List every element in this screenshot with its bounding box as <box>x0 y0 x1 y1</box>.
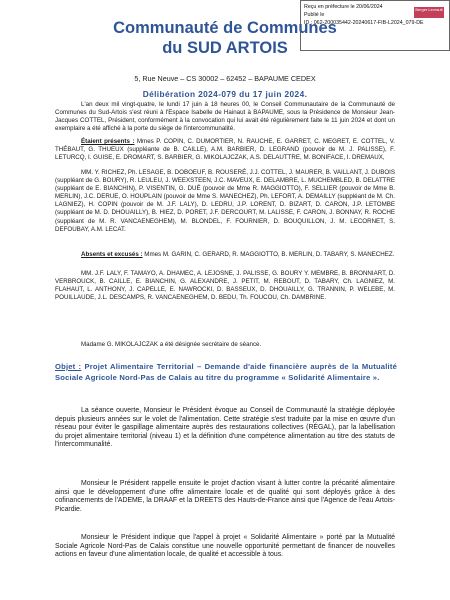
present-text: Mmes P. COPIN, C. DUMORTIER, N. RAUCHE, E. GARRET, C. MEGRET, E. COTTEL, V. THÉBAUT, G. THUEUX (suppléante de B. CAILLE), A.M. BARBIER, D. LEGRAND (pouvoir de M. J. PALISSE), F. LETURCQ, I. GUISE, E. DROMART, S. BARBIER, G. MIKOLAJCZAK, A.S. DELAUTTRE, M. BONIFACE, I. DREMAUX, <box>55 138 396 162</box>
stamp-published: Publié le <box>304 12 325 18</box>
page-title-line1: Communauté de Communes <box>113 19 337 37</box>
objet-text: Projet Alimentaire Territorial – Demande d'aide financière auprès de la Mutualité Sociale Agricole Nord-Pas de Calais au titre du programme « Solidarité Alimentaire ». <box>55 362 397 382</box>
absent-text: Mmes M. GARIN, C. GERARD, R. MAGGIOTTO, B. MERLIN, D. TABARY, S. MANECHEZ. <box>144 251 395 258</box>
paragraph-3-text: Monsieur le Président indique que l'appel à projet « Solidarité Alimentaire » porté par la Mutualité Sociale Agricole Nord-Pas de Calais constitue une nouvelle opportunité permettant de financer de nouvelles actions en faveur d'une alimentation locale, de qualité et accessible à tous. <box>55 534 395 559</box>
objet-label: Objet : <box>55 362 82 371</box>
absent-label: Absents et excusés : <box>81 251 143 258</box>
absent-paragraph <box>55 251 395 259</box>
stamp-received: Reçu en préfecture le 20/06/2024 <box>304 4 383 10</box>
page-title-line2: du SUD ARTOIS <box>162 39 288 57</box>
paragraph-2 <box>55 480 395 514</box>
present-men-text: MM. Y. RICHEZ, Ph. LESAGE, B. DOBOEUF, B. ROUSERÉ, J.J. COTTEL, J. MAURER, B. VAILLANT, J. DUBOIS (suppléant de G. BOURY), R. LEULEU, J. WEEXSTEEN, J.C. MAVEUX, E. DELAMBRE, L. MUCHEMBLED, B. DELATTRE (suppléant de E. BIANCHIN), P. VISENTIN, G. DUÉ (pouvoir de Mme R. MAGGIOTTO), F. SELLIER (pouvoir de Mme B. MERLIN), J.C. DERUE, O. HOUPLAIN (pouvoir de Mme S. MANECHEZ), Ph. LEFORT, A. DEMAILLY (suppléant de M. Ch. LAGNIEZ), H. COPIN (pouvoir de M. J.F. LALY), D. LEDRU, J.P. LORENT, D. BIZART, D. CARON, J.P. LETOMBE (suppléant de M. D. DHOUAILLY), B. HIEZ, D. PORET, J.F. DERCOURT, M. LALISSE, F. CARON, J. BONNAY, R. ROCHE (suppléant de M. R. VANCAENEGHEM), M. BLONDEL, F. FOURNIER, D. BOUQUILLON, J. M. LECORNET, S. DEFOUBAY, A.M. LECAT. <box>55 169 395 233</box>
present-label: Étaient présents : <box>81 138 135 145</box>
intro-text: L'an deux mil vingt-quatre, le lundi 17 juin à 18 heures 00, le Conseil Communautaire de la Communauté de Communes du Sud-Artois s'est réuni à l'Espace Isabelle de Hainaut à BAPAUME, sous la Présidence de Monsieur Jean-Jacques COTTEL, Président, conformément à la convocation qui lui avait été régulièrement faite le 11 juin 2024 et dont un exemplaire a été affiché à la porte du siège de l'intercommunalité. <box>55 101 395 133</box>
paragraph-1-text: La séance ouverte, Monsieur le Président évoque au Conseil de Communauté la stratégie déployée depuis plusieurs années sur le volet de l'alimentation. Cette stratégie s'est traduite par la mise en œuvre d'un réseau pour éviter le gaspillage alimentaire auprès des restaurations collectives (RÉGAL), par la labellisation du projet alimentaire territorial (niveau 1) et la définition d'une compétence alimentation au titre des statuts de l'intercommunalité. <box>55 407 395 449</box>
berger-levrault-logo: Berger Levrault <box>414 7 444 18</box>
deliberation-title: Délibération 2024-079 du 17 juin 2024. <box>142 89 308 99</box>
secretary-paragraph <box>55 341 395 349</box>
address: 5, Rue Neuve – CS 30002 – 62452 – BAPAUME CEDEX <box>134 74 316 83</box>
objet-heading <box>55 362 397 383</box>
absent-men-text: MM. J.F. LALY, F. TAMAYO, A. DHAMEC, A. LEJOSNE, J. PALISSE, G. BOURY Y. MEMBRE, B. BRONNIART, D. VERBROUCK, B. CAILLE, E. BIANCHIN, G. ALEXANDRE, J. PETIT, M. REBOUT, D. TABARY, Ch. LAGNIEZ, M. FLAHAUT, L. ANTHONY, J. CAPELLE, E. NAWROCKI, D. BASSEUX, D. DHOUAILLY, G. TRANNIN, P. WELEBE, M. POUILLAUDE, J.L. DESCAMPS, R. VANCAENEGHEM, D. BEDU, Th. FOUCOU, Ch. DAMBRINE. <box>55 270 395 302</box>
paragraph-2-text: Monsieur le Président rappelle ensuite le projet d'action visant à lutter contre la précarité alimentaire ainsi que le développement d'une offre alimentaire locale et de qualité qui sont déployés grâce à des cofinancements de l'ADEME, la DRAAF et la DREETS des Hauts-de-France ainsi que l'Agence de l'eau Artois-Picardie. <box>55 480 395 513</box>
present-paragraph <box>55 138 395 162</box>
stamp-id: ID : 062-200035442-20240617-FIB-L2024_079-DE <box>304 20 424 26</box>
absent-men-paragraph <box>55 270 395 302</box>
present-men-paragraph <box>55 169 395 234</box>
secretary-text: Madame G. MIKOLAJCZAK a été désignée secrétaire de séance. <box>81 341 262 348</box>
paragraph-1 <box>55 407 395 450</box>
intro-paragraph <box>55 101 395 133</box>
paragraph-3 <box>55 534 395 560</box>
